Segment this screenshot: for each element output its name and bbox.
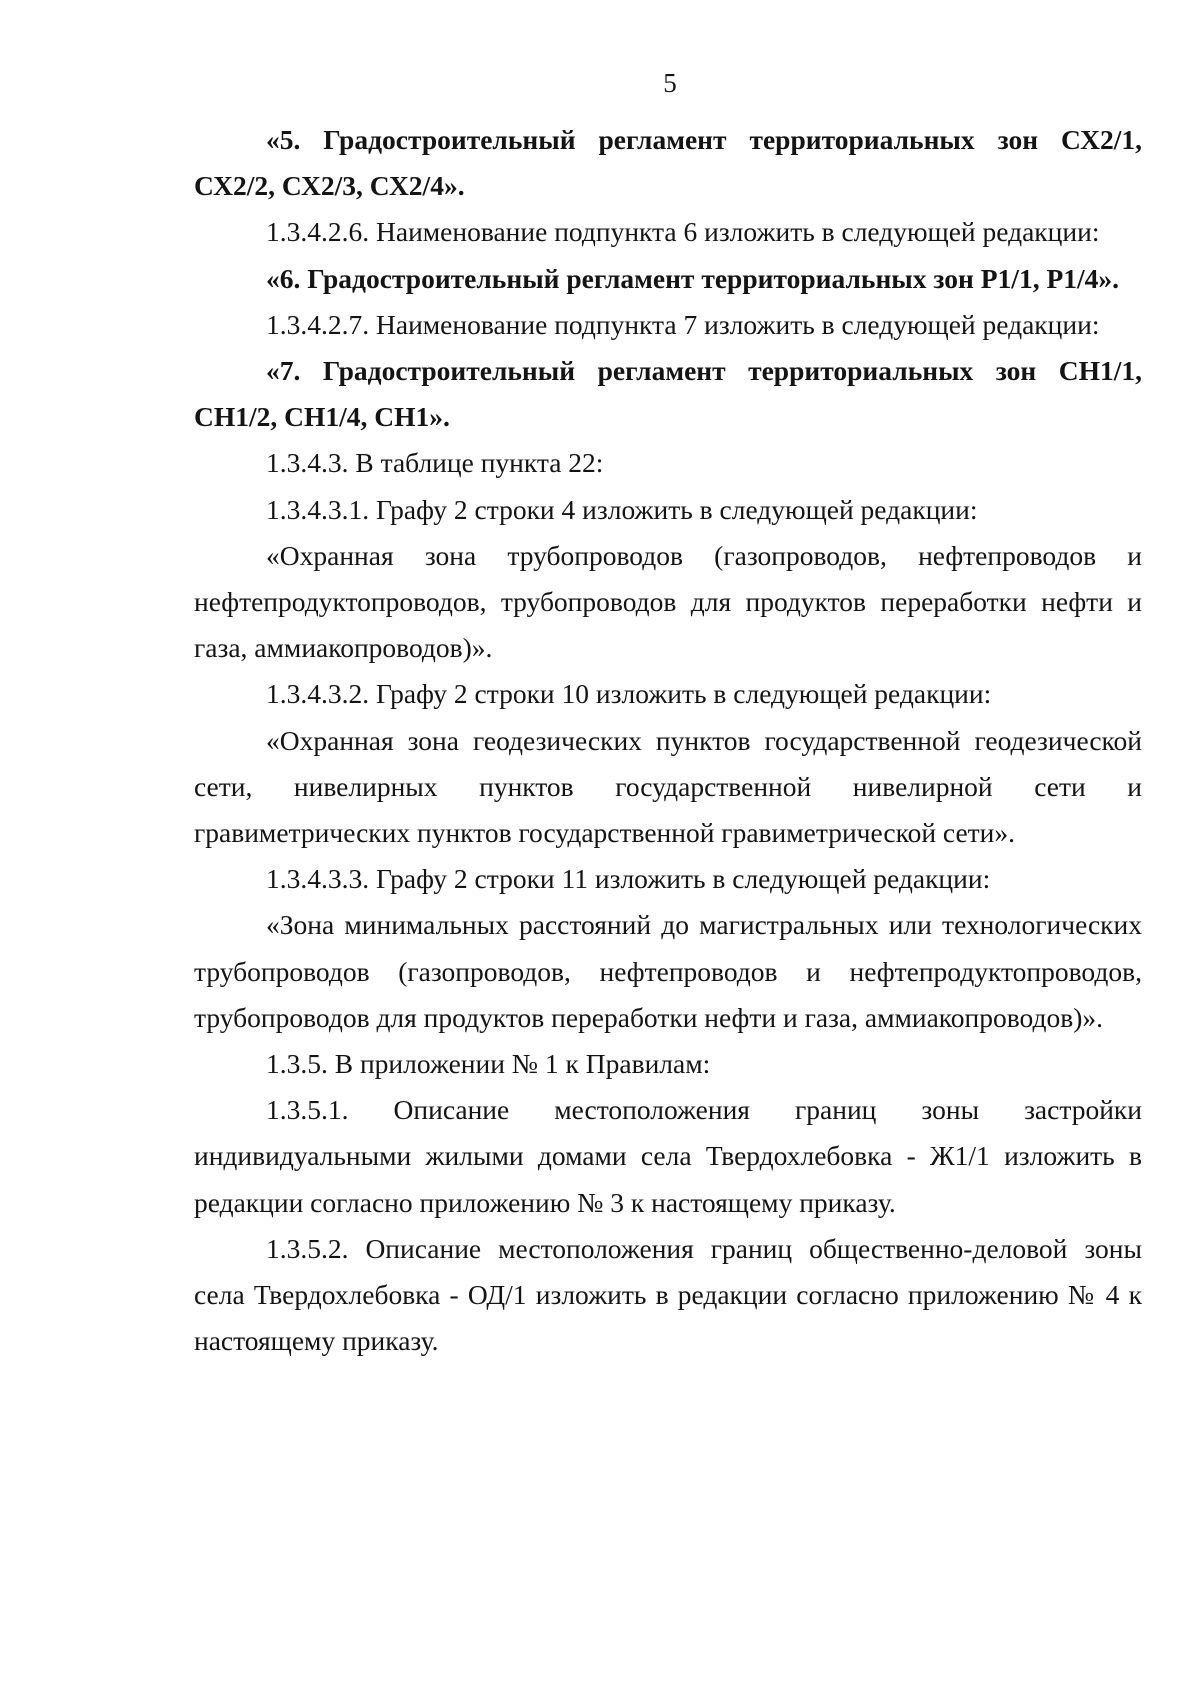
paragraph-heading-6: «6. Градостроительный регламент территориальных зон Р1/1, Р1/4». bbox=[266, 262, 1120, 294]
paragraph-1-3-4-3-2: 1.3.4.3.2. Графу 2 строки 10 изложить в следующей редакции: bbox=[266, 678, 992, 710]
paragraph-1-3-4-2-7: 1.3.4.2.7. Наименование подпункта 7 изложить в следующей редакции: bbox=[266, 308, 1100, 340]
paragraph-quote-min-distance: «Зона минимальных расстояний до магистральных или технологических трубопроводов (газопроводов, нефтепроводов и нефтепродуктопроводов, трубопроводов для продуктов переработки нефти и газа, аммиакопроводов)». bbox=[194, 909, 1142, 1033]
paragraph-1-3-5-1: 1.3.5.1. Описание местоположения границ зоны застройки индивидуальными жилыми домами села Твердохлебовка - Ж1/1 изложить в редакции согласно приложению № 3 к настоящему приказу. bbox=[194, 1094, 1142, 1218]
paragraph-1-3-5-2: 1.3.5.2. Описание местоположения границ общественно-деловой зоны села Твердохлебовка - ОД/1 изложить в редакции согласно приложению № 4 к настоящему приказу. bbox=[194, 1232, 1142, 1357]
paragraph-1-3-4-3: 1.3.4.3. В таблице пункта 22: bbox=[266, 447, 604, 479]
paragraph-heading-5: «5. Градостроительный регламент территориальных зон СХ2/1, СХ2/2, СХ2/3, СХ2/4». bbox=[194, 124, 1142, 202]
paragraph-1-3-4-3-3: 1.3.4.3.3. Графу 2 строки 11 изложить в следующей редакции: bbox=[266, 863, 991, 895]
paragraph-1-3-4-3-1: 1.3.4.3.1. Графу 2 строки 4 изложить в следующей редакции: bbox=[266, 493, 978, 525]
paragraph-quote-pipelines: «Охранная зона трубопроводов (газопроводов, нефтепроводов и нефтепродуктопроводов, трубопроводов для продуктов переработки нефти и газа, аммиакопроводов)». bbox=[194, 539, 1142, 664]
paragraph-heading-7: «7. Градостроительный регламент территориальных зон СН1/1, СН1/2, СН1/4, СН1». bbox=[194, 355, 1142, 433]
page-number: 5 bbox=[663, 68, 677, 98]
paragraph-1-3-5: 1.3.5. В приложении № 1 к Правилам: bbox=[266, 1048, 711, 1080]
document-body bbox=[194, 117, 1142, 1364]
paragraph-quote-geodesic: «Охранная зона геодезических пунктов государственной геодезической сети, нивелирных пунктов государственной нивелирной сети и гравиметрических пунктов государственной гравиметрической сети». bbox=[194, 724, 1142, 849]
paragraph-1-3-4-2-6: 1.3.4.2.6. Наименование подпункта 6 изложить в следующей редакции: bbox=[266, 216, 1100, 248]
